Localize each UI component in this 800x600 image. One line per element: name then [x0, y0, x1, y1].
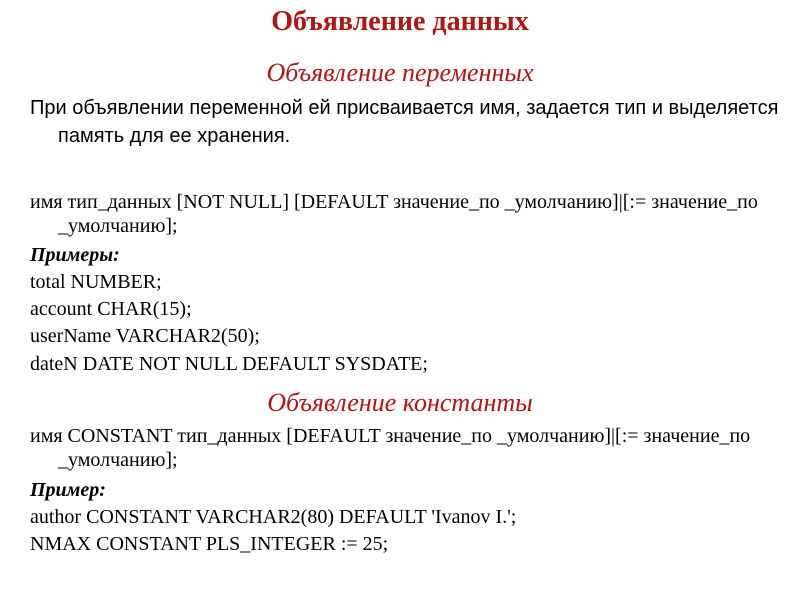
examples-label: Примеры: [30, 244, 120, 266]
example-line: total NUMBER; [30, 271, 162, 293]
example-label: Пример: [30, 479, 106, 501]
slide-title: Объявление данных [271, 6, 529, 37]
example-line: userName VARCHAR2(50); [30, 325, 260, 347]
constants-heading: Объявление константы [267, 388, 533, 417]
constant-example-line: author CONSTANT VARCHAR2(80) DEFAULT 'Ivanov I.'; [30, 506, 517, 528]
variables-heading: Объявление переменных [266, 58, 534, 87]
variables-intro: При объявлении переменной ей присваивается имя, задается тип и выделяется память для ее хранения. [30, 97, 779, 147]
example-line: dateN DATE NOT NULL DEFAULT SYSDATE; [30, 353, 428, 375]
constant-example-line: NMAX CONSTANT PLS_INTEGER := 25; [30, 533, 389, 555]
example-line: account CHAR(15); [30, 298, 192, 320]
variables-syntax: имя тип_данных [NOT NULL] [DEFAULT значение_по _умолчанию]|[:= значение_по _умолчанию]; [30, 191, 758, 237]
constants-syntax: имя CONSTANT тип_данных [DEFAULT значение_по _умолчанию]|[:= значение_по _умолчанию]; [30, 425, 751, 471]
